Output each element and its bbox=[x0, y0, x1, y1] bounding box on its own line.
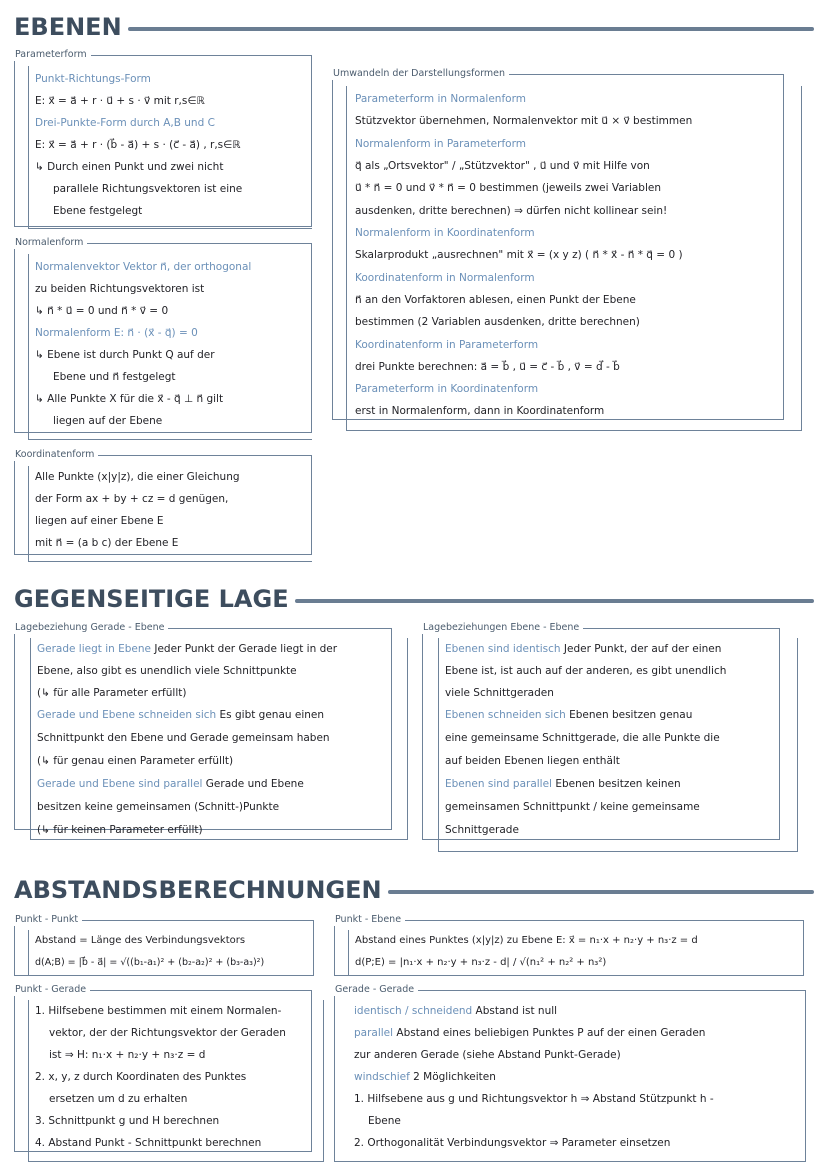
section-title: ABSTANDSBERECHNUNGEN bbox=[14, 876, 382, 904]
text-line: Drei-Punkte-Form durch A,B und C bbox=[35, 117, 215, 129]
punkt-punkt-label: Punkt - Punkt bbox=[11, 913, 82, 926]
lage-ebene-ebene-content bbox=[438, 638, 798, 852]
highlight-term: Gerade liegt in Ebene bbox=[37, 643, 152, 655]
text-line bbox=[37, 638, 407, 660]
text-line: E: x⃗ = a⃗ + r · u⃗ + s · v⃗ mit r,s∈ℝ bbox=[35, 95, 205, 107]
text-line: E: x⃗ = a⃗ + r · (b⃗ - a⃗) + s · (c⃗ - a⃗) , r,s∈ℝ bbox=[35, 139, 241, 151]
highlight-term: Ebenen schneiden sich bbox=[445, 709, 566, 721]
text-line: 2. Orthogonalität Verbindungsvektor ⇒ Parameter einsetzen bbox=[354, 1137, 671, 1149]
text-line: 1. Hilfsebene aus g und Richtungsvektor h ⇒ Abstand Stützpunkt h - bbox=[354, 1093, 714, 1105]
text-line bbox=[354, 1022, 806, 1044]
text-line: zu beiden Richtungsvektoren ist bbox=[35, 283, 205, 295]
text-line: Koordinatenform in Parameterform bbox=[355, 338, 539, 351]
section-title: EBENEN bbox=[14, 13, 122, 41]
line-text: Ebenen besitzen genau bbox=[565, 709, 693, 721]
text-line: ersetzen um d zu erhalten bbox=[49, 1093, 188, 1105]
highlight-term: identisch / schneidend bbox=[354, 1005, 473, 1017]
highlight-term: Gerade und Ebene schneiden sich bbox=[37, 709, 217, 721]
text-line: Skalarprodukt „ausrechnen" mit x⃗ = (x y z) ( n⃗ * x⃗ - n⃗ * q⃗ = 0 ) bbox=[355, 249, 683, 261]
heading-rule bbox=[388, 890, 814, 894]
text-line: ist ⇒ H: n₁·x + n₂·y + n₃·z = d bbox=[49, 1049, 206, 1061]
text-line: ↳ Durch einen Punkt und zwei nicht bbox=[35, 161, 224, 173]
text-line: d(P;E) = |n₁·x + n₂·y + n₃·z - d| / √(n₁² + n₂² + n₃²) bbox=[355, 957, 607, 968]
line-text: Gerade und Ebene bbox=[202, 778, 304, 790]
text-line bbox=[445, 704, 797, 727]
line-text: Es gibt genau einen bbox=[216, 709, 325, 721]
section-heading-abstand bbox=[14, 872, 814, 908]
normalenform-content bbox=[28, 254, 312, 440]
text-line bbox=[445, 773, 797, 796]
text-line: u⃗ * n⃗ = 0 und v⃗ * n⃗ = 0 bestimmen (jeweils zwei Variablen bbox=[355, 182, 662, 194]
text-line: 3. Schnittpunkt g und H berechnen bbox=[35, 1115, 220, 1127]
text-line: Normalenform in Koordinatenform bbox=[355, 227, 535, 239]
text-line: Ebene festgelegt bbox=[53, 205, 143, 217]
text-line: zur anderen Gerade (siehe Abstand Punkt-Gerade) bbox=[354, 1049, 621, 1061]
line-text: Jeder Punkt, der auf der einen bbox=[560, 643, 722, 655]
text-line bbox=[35, 256, 312, 278]
text-line: d(A;B) = |b⃗ - a⃗| = √((b₁-a₁)² + (b₂-a₂)² + (b₃-a₃)²) bbox=[35, 957, 265, 968]
koordinatenform-content bbox=[28, 466, 312, 562]
text-line: Stützvektor übernehmen, Normalenvektor mit u⃗ × v⃗ bestimmen bbox=[355, 115, 693, 127]
normalenform-label: Normalenform bbox=[11, 236, 87, 249]
text-line: liegen auf der Ebene bbox=[53, 415, 163, 427]
text-line bbox=[354, 1000, 806, 1022]
highlight-term: windschief bbox=[354, 1071, 410, 1083]
text-line: gemeinsamen Schnittpunkt / keine gemeinsame bbox=[445, 801, 700, 813]
lage-gerade-ebene-label: Lagebeziehung Gerade - Ebene bbox=[11, 621, 168, 634]
text-line: Ebene bbox=[368, 1115, 401, 1127]
text-line: Normalenform in Parameterform bbox=[355, 137, 526, 150]
text-line: vektor, der der Richtungsvektor der Geraden bbox=[49, 1027, 286, 1039]
line-text: 2 Möglichkeiten bbox=[409, 1071, 496, 1083]
section-title: GEGENSEITIGE LAGE bbox=[14, 585, 289, 613]
section-heading-lage bbox=[14, 581, 814, 617]
umwandeln-label: Umwandeln der Darstellungsformen bbox=[329, 67, 509, 80]
text-line: (↳ für alle Parameter erfüllt) bbox=[37, 687, 187, 699]
text-line: auf beiden Ebenen liegen enthält bbox=[445, 755, 620, 767]
highlight-term: Gerade und Ebene sind parallel bbox=[37, 778, 203, 790]
text-line: Parameterform in Koordinatenform bbox=[355, 383, 539, 395]
text-line: Abstand = Länge des Verbindungsvektors bbox=[35, 935, 246, 946]
highlight-term: Ebenen sind parallel bbox=[445, 778, 552, 790]
punkt-ebene-label: Punkt - Ebene bbox=[331, 913, 405, 926]
text-line: liegen auf einer Ebene E bbox=[35, 515, 164, 527]
text-line: mit n⃗ = (a b c) der Ebene E bbox=[35, 537, 179, 549]
text-line: (↳ für genau einen Parameter erfüllt) bbox=[37, 755, 234, 767]
text-line: Punkt-Richtungs-Form bbox=[35, 73, 151, 85]
gerade-gerade-label: Gerade - Gerade bbox=[331, 983, 418, 996]
line-text: Abstand eines beliebigen Punktes P auf der einen Geraden bbox=[393, 1027, 706, 1039]
text-line: ↳ Ebene ist durch Punkt Q auf der bbox=[35, 349, 215, 361]
parameterform-label: Parameterform bbox=[11, 48, 91, 61]
gerade-gerade-content bbox=[348, 1000, 806, 1162]
text-line: Alle Punkte (x|y|z), die einer Gleichung bbox=[35, 471, 240, 483]
line-text: Abstand ist null bbox=[472, 1005, 558, 1017]
text-line: drei Punkte berechnen: a⃗ = b⃗ , u⃗ = c⃗ - b⃗ , v⃗ = d⃗ - b⃗ bbox=[355, 360, 620, 373]
highlight-term: parallel bbox=[354, 1027, 394, 1039]
line-text: Ebenen besitzen keinen bbox=[551, 778, 681, 790]
text-line: ↳ n⃗ * u⃗ = 0 und n⃗ * v⃗ = 0 bbox=[35, 305, 169, 317]
text-line: der Form ax + by + cz = d genügen, bbox=[35, 493, 229, 505]
text-line: Koordinatenform in Normalenform bbox=[355, 271, 535, 284]
parameterform-content bbox=[28, 66, 312, 229]
text-line: Parameterform in Normalenform bbox=[355, 93, 526, 105]
highlight-term: Ebenen sind identisch bbox=[445, 643, 561, 655]
text-line: 2. x, y, z durch Koordinaten des Punktes bbox=[35, 1071, 247, 1083]
text-line: q⃗ als „Ortsvektor" / „Stützvektor" , u⃗ und v⃗ mit Hilfe von bbox=[355, 159, 650, 172]
text-line: (↳ für keinen Parameter erfüllt) bbox=[37, 824, 203, 836]
text-line bbox=[37, 704, 407, 727]
text-line: eine gemeinsame Schnittgerade, die alle Punkte die bbox=[445, 732, 720, 744]
lage-ebene-ebene-label: Lagebeziehungen Ebene - Ebene bbox=[419, 621, 583, 634]
text-line: Schnittgerade bbox=[445, 824, 519, 836]
punkt-ebene-content bbox=[348, 930, 804, 976]
text-line: viele Schnittgeraden bbox=[445, 687, 554, 699]
text-line bbox=[445, 638, 797, 660]
heading-rule bbox=[128, 27, 814, 31]
text-line: Ebene, also gibt es unendlich viele Schnittpunkte bbox=[37, 665, 297, 677]
text-line: Ebene und n⃗ festgelegt bbox=[53, 371, 176, 383]
heading-rule bbox=[295, 599, 814, 603]
punkt-punkt-content bbox=[28, 930, 314, 976]
text-line: Normalenform E: n⃗ · (x⃗ - q⃗) = 0 bbox=[35, 327, 198, 339]
umwandeln-content bbox=[346, 86, 802, 431]
text-line bbox=[37, 773, 407, 796]
koordinatenform-label: Koordinatenform bbox=[11, 448, 98, 461]
text-line: n⃗ an den Vorfaktoren ablesen, einen Punkt der Ebene bbox=[355, 293, 636, 306]
text-line: 1. Hilfsebene bestimmen mit einem Normalen- bbox=[35, 1005, 282, 1017]
lage-gerade-ebene-content bbox=[30, 638, 408, 840]
text-line: 4. Abstand Punkt - Schnittpunkt berechnen bbox=[35, 1137, 262, 1149]
text-line: parallele Richtungsvektoren ist eine bbox=[53, 183, 243, 195]
text-line: ↳ Alle Punkte X für die x⃗ - q⃗ ⊥ n⃗ gilt bbox=[35, 393, 224, 405]
text-line: Abstand eines Punktes (x|y|z) zu Ebene E: x⃗ = n₁·x + n₂·y + n₃·z = d bbox=[355, 935, 698, 946]
text-line bbox=[354, 1066, 806, 1088]
section-heading-ebenen bbox=[14, 10, 814, 44]
text-line: Schnittpunkt den Ebene und Gerade gemeinsam haben bbox=[37, 732, 330, 744]
text-line: erst in Normalenform, dann in Koordinatenform bbox=[355, 405, 605, 417]
text-line: bestimmen (2 Variablen ausdenken, dritte berechnen) bbox=[355, 316, 640, 328]
text-line: Normalenvektor Vektor n⃗, der orthogonal bbox=[35, 261, 252, 273]
punkt-gerade-content bbox=[28, 1000, 324, 1162]
text-line: besitzen keine gemeinsamen (Schnitt-)Punkte bbox=[37, 801, 280, 813]
punkt-gerade-label: Punkt - Gerade bbox=[11, 983, 90, 996]
text-line: ausdenken, dritte berechnen) ⇒ dürfen nicht kollinear sein! bbox=[355, 204, 668, 217]
text-line: Ebene ist, ist auch auf der anderen, es gibt unendlich bbox=[445, 665, 727, 677]
line-text: Jeder Punkt der Gerade liegt in der bbox=[151, 643, 338, 655]
